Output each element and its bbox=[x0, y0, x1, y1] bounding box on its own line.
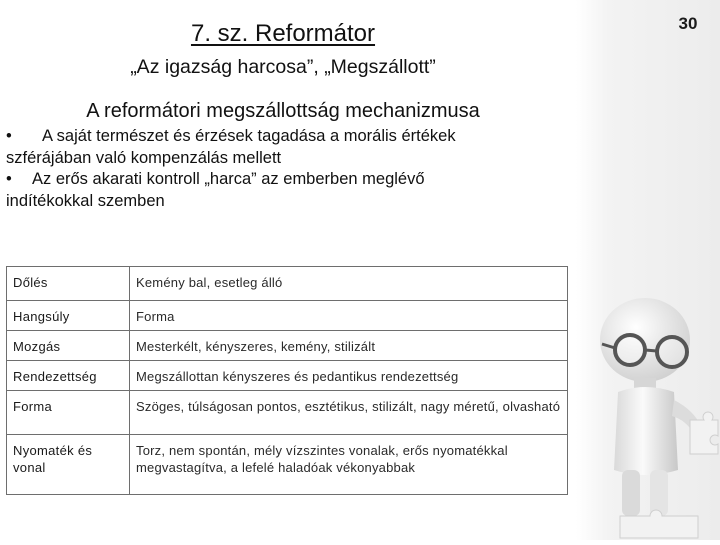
figure-with-glasses-puzzle-icon bbox=[590, 270, 720, 540]
section-heading: A reformátori megszállottság mechanizmusa bbox=[86, 100, 480, 122]
table-row bbox=[7, 301, 568, 331]
row-label: Mozgás bbox=[7, 331, 130, 361]
slide-title-text: 7. sz. Reformátor bbox=[190, 20, 376, 47]
bullet-1-line-1 bbox=[6, 126, 568, 148]
row-value: Szöges, túlságosan pontos, esztétikus, stilizált, nagy méretű, olvasható bbox=[130, 391, 568, 435]
bullet-1-text: A saját természet és érzések tagadása a morális értékek bbox=[42, 127, 456, 145]
row-value: Forma bbox=[130, 301, 568, 331]
row-label: Rendezettség bbox=[7, 361, 130, 391]
row-label: Forma bbox=[7, 391, 130, 435]
bullet-list bbox=[6, 126, 568, 212]
table-row bbox=[7, 361, 568, 391]
row-label: Dőlés bbox=[7, 267, 130, 301]
slide-subtitle: „Az igazság harcosa”, „Megszállott” bbox=[130, 56, 436, 78]
slide-title bbox=[0, 20, 566, 48]
bullet-2-line-1 bbox=[6, 169, 568, 191]
table-row bbox=[7, 267, 568, 301]
bullet-2-text: Az erős akarati kontroll „harca” az emberben meglévő bbox=[32, 170, 425, 188]
row-value: Torz, nem spontán, mély vízszintes vonalak, erős nyomatékkal megvastagítva, a lefelé haladóak vékonyabbak bbox=[130, 435, 568, 495]
table-row bbox=[7, 435, 568, 495]
row-label: Nyomaték és vonal bbox=[7, 435, 130, 495]
table-row bbox=[7, 391, 568, 435]
bullet-marker: • bbox=[6, 127, 12, 145]
properties-table bbox=[6, 266, 568, 495]
row-label: Hangsúly bbox=[7, 301, 130, 331]
table-row bbox=[7, 331, 568, 361]
row-value: Megszállottan kényszeres és pedantikus rendezettség bbox=[130, 361, 568, 391]
row-value: Kemény bal, esetleg álló bbox=[130, 267, 568, 301]
bullet-marker: • bbox=[6, 170, 12, 188]
bullet-1-line-2: szférájában való kompenzálás mellett bbox=[6, 148, 282, 167]
page-number: 30 bbox=[678, 14, 698, 33]
bullet-2-line-2: indítékokkal szemben bbox=[6, 191, 165, 210]
row-value: Mesterkélt, kényszeres, kemény, stilizált bbox=[130, 331, 568, 361]
